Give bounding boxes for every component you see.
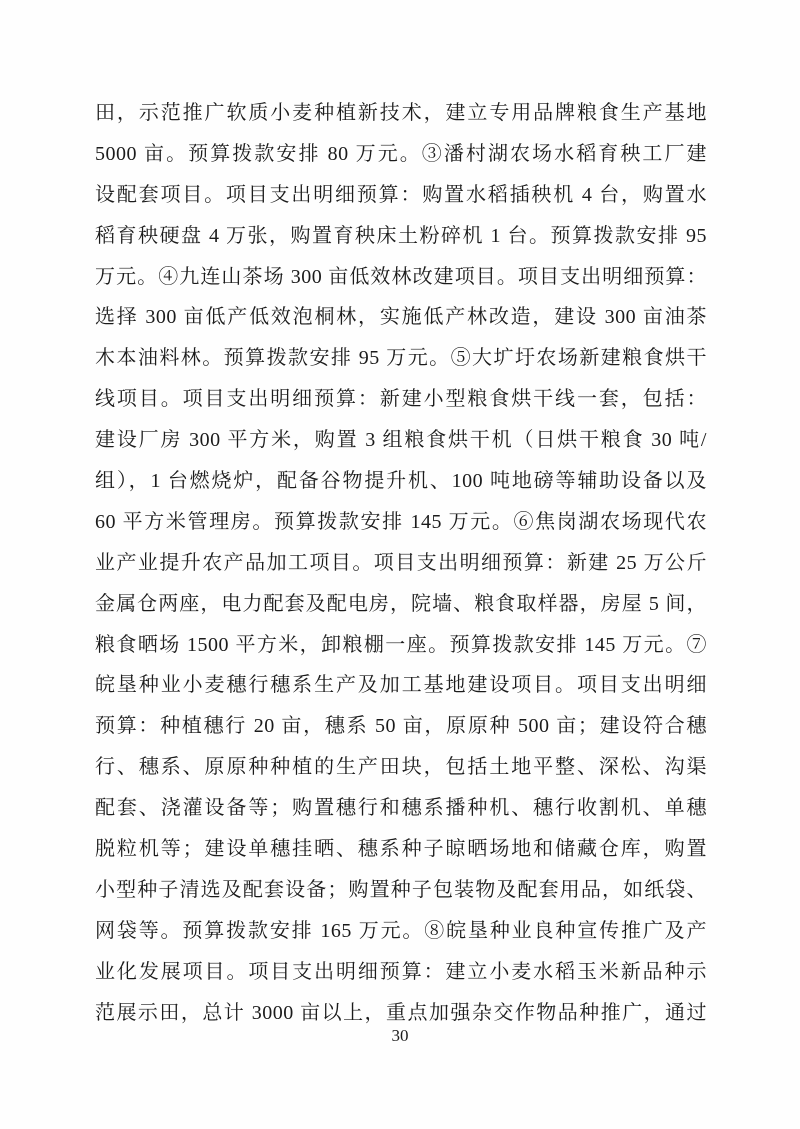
text-line: 万元。④九连山茶场 300 亩低效林改建项目。项目支出明细预算： (95, 265, 707, 288)
text-line: 5000 亩。预算拨款安排 80 万元。③潘村湖农场水稻育秧工厂建 (95, 142, 707, 165)
text-line: 网袋等。预算拨款安排 165 万元。⑧皖垦种业良种宣传推广及产 (95, 919, 707, 942)
text-line: 设配套项目。项目支出明细预算：购置水稻插秧机 4 台，购置水 (95, 183, 707, 206)
text-line: 木本油料林。预算拨款安排 95 万元。⑤大圹圩农场新建粮食烘干 (95, 347, 707, 370)
text-line: 线项目。项目支出明细预算：新建小型粮食烘干线一套，包括： (95, 388, 707, 411)
page-number: 30 (391, 1026, 409, 1045)
body-text-block (95, 93, 707, 1033)
text-line: 脱粒机等；建设单穗挂晒、穗系种子晾晒场地和储藏仓库，购置 (95, 838, 707, 861)
text-line: 业产业提升农产品加工项目。项目支出明细预算：新建 25 万公斤 (95, 551, 707, 574)
text-line: 粮食晒场 1500 平方米，卸粮棚一座。预算拨款安排 145 万元。⑦ (95, 633, 707, 656)
text-line: 选择 300 亩低产低效泡桐林，实施低产林改造，建设 300 亩油茶 (95, 306, 707, 329)
text-line: 60 平方米管理房。预算拨款安排 145 万元。⑥焦岗湖农场现代农 (95, 510, 707, 533)
text-line: 行、穗系、原原种种植的生产田块，包括土地平整、深松、沟渠 (95, 756, 707, 779)
text-line: 金属仓两座，电力配套及配电房，院墙、粮食取样器，房屋 5 间， (95, 592, 707, 615)
text-line: 皖垦种业小麦穗行穗系生产及加工基地建设项目。项目支出明细 (95, 674, 707, 697)
text-line: 小型种子清选及配套设备；购置种子包装物及配套用品，如纸袋、 (95, 878, 707, 901)
text-line: 田，示范推广软质小麦种植新技术，建立专用品牌粮食生产基地 (95, 102, 707, 124)
text-line: 稻育秧硬盘 4 万张，购置育秧床土粉碎机 1 台。预算拨款安排 95 (95, 224, 707, 247)
text-line: 范展示田，总计 3000 亩以上，重点加强杂交作物品种推广，通过 (95, 1001, 707, 1024)
text-line: 配套、浇灌设备等；购置穗行和穗系播种机、穗行收割机、单穗 (95, 797, 707, 820)
text-line: 组），1 台燃烧炉，配备谷物提升机、100 吨地磅等辅助设备以及 (95, 470, 707, 493)
text-line: 建设厂房 300 平方米，购置 3 组粮食烘干机（日烘干粮食 30 吨/ (95, 429, 707, 452)
text-line: 业化发展项目。项目支出明细预算：建立小麦水稻玉米新品种示 (95, 960, 707, 983)
text-line: 预算：种植穗行 20 亩，穗系 50 亩，原原种 500 亩；建设符合穗 (95, 715, 707, 738)
